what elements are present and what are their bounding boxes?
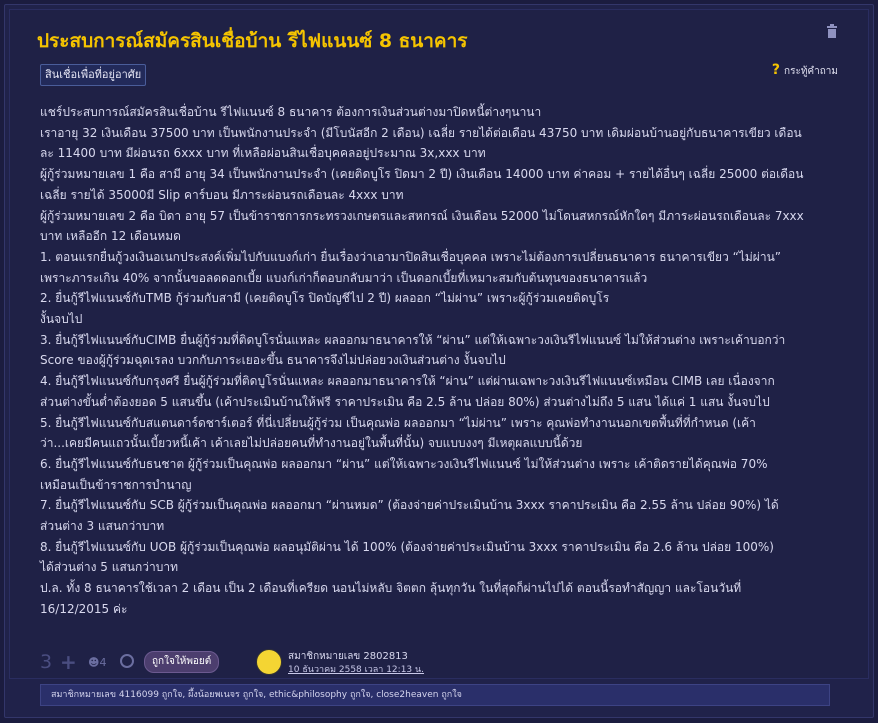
topic-body xyxy=(40,102,830,620)
body-line: ส่วนต่าง 3 แสนกว่าบาท xyxy=(40,519,165,534)
body-line: ผู้กู้ร่วมหมายเลข 2 คือ บิดา อายุ 57 เป็นข้าราชการกระทรวงเกษตรและสหกรณ์ เงินเดือน 52000 ไม่โดนสหกรณ์หักใดๆ มีภาระผ่อนรถเดือนละ 7xxx xyxy=(40,208,804,223)
question-topic-text: กระทู้คำถาม xyxy=(784,66,838,77)
topic-tag[interactable]: สินเชื่อเพื่อที่อยู่อาศัย xyxy=(40,64,146,86)
likers-bar: สมาชิกหมายเลข 4116099 ถูกใจ, ผึ้งน้อยพเนจร ถูกใจ, ethic&philosophy ถูกใจ, close2heaven ถูกใจ xyxy=(40,684,830,706)
body-line: 2. ยื่นกู้รีไฟแนนซ์กับTMB กู้ร่วมกับสามี (เคยติดบูโร ปิดบัญชีไป 2 ปี) ผลออก “ไม่ผ่าน” เพราะผู้กู้ร่วมเคยติดบูโร xyxy=(40,291,610,306)
body-line: Score ของผู้กู้ร่วมฉุดเรลง บวกกับภาระเยอะขึ้น ธนาคารจึงไม่ปล่อยวงเงินส่วนต่าง งั้นจบไป xyxy=(40,353,506,368)
body-line: 5. ยื่นกู้รีไฟแนนซ์กับสแตนดาร์ดชาร์เตอร์ ที่นี่เปลี่ยนผู้กู้ร่วม เป็นคุณพ่อ ผลออกมา “ไม่ผ่าน” เพราะ คุณพ่อทำงานนอกเขตพื้นที่ที่กำหนด (เค้า xyxy=(40,415,756,430)
body-line: เฉลี่ย รายได้ 35000มี Slip คาร์บอน มีภาระผ่อนรถเดือนละ 4xxx บาท xyxy=(40,187,404,202)
emotion-icon[interactable] xyxy=(120,654,134,668)
body-line: งั้นจบไป xyxy=(40,312,83,327)
emotion-count[interactable]: ☻4 xyxy=(88,656,107,669)
plus-vote-icon[interactable]: + xyxy=(60,650,77,674)
body-line: บาท เหลืออีก 12 เดือนหมด xyxy=(40,229,181,244)
member-name[interactable]: สมาชิกหมายเลข 2802813 xyxy=(288,651,408,662)
topic-title: ประสบการณ์สมัครสินเชื่อบ้าน รีไฟแนนซ์ 8 ธนาคาร xyxy=(37,30,468,52)
body-line: เหมือนเป็นข้าราชการบำนาญ xyxy=(40,477,192,492)
avatar[interactable] xyxy=(256,649,282,675)
body-line: 6. ยื่นกู้รีไฟแนนซ์กับธนชาต ผู้กู้ร่วมเป็นคุณพ่อ ผลออกมา “ผ่าน” แต่ให้เฉพาะวงเงินรีไฟแนนซ์ ไม่ให้ส่วนต่าง เพราะ เค้าติดรายได้คุณพ่อ 70% xyxy=(40,456,768,471)
body-line: 3. ยื่นกู้รีไฟแนนซ์กับCIMB ยื่นผู้กู้ร่วมที่ติดบูโรนั่นแหละ ผลออกมาธนาคารให้ “ผ่าน” แต่ให้เฉพาะวงเงินรีไฟแนนซ์ ไม่ให้ส่วนต่าง เพราะเค้าบอกว่า xyxy=(40,332,786,347)
emotion-count-value: 4 xyxy=(99,656,107,669)
topic-footer xyxy=(40,647,830,677)
body-line: ป.ล. ทั้ง 8 ธนาคารใช้เวลา 2 เดือน เป็น 2 เดือนที่เครียด นอนไม่หลับ จิตตก ลุ้นทุกวัน ในที่สุดก็ผ่านไปได้ ตอนนี้รอทำสัญญา และโอนวันที่ xyxy=(40,581,742,596)
body-line: 8. ยื่นกู้รีไฟแนนซ์กับ UOB ผู้กู้ร่วมเป็นคุณพ่อ ผลอนุมัติผ่าน ได้ 100% (ต้องจ่ายค่าประเมินบ้าน 3xxx ราคาประเมิน คือ 2.6 ล้าน ปล่อย 100%) xyxy=(40,539,774,554)
body-line: เราอายุ 32 เงินเดือน 37500 บาท เป็นพนักงานประจำ (มีโบนัสอีก 2 เดือน) เฉลี่ย รายได้ต่อเดือน 43750 บาท เดิมผ่อนบ้านอยู่กับธนาคารเขียว เดือน xyxy=(40,125,802,140)
question-icon: ? xyxy=(771,62,781,78)
post-date[interactable]: 10 ธันวาคม 2558 เวลา 12:13 น. xyxy=(288,665,425,675)
like-point-button[interactable]: ถูกใจให้พอยต์ xyxy=(144,651,219,673)
body-line: ได้ส่วนต่าง 5 แสนกว่าบาท xyxy=(40,560,179,575)
body-line: 1. ตอนแรกยื่นกู้วงเงินอเนกประสงค์เพิ่มไปกับแบงก์เก่า ยื่นเรื่องว่าเอามาปิดสินเชื่อบุคคล เพราะไม่ต้องการเปลี่ยนธนาคาร ธนาคารเขียว “ไม่ผ่าน” xyxy=(40,249,781,264)
body-line: ละ 11400 บาท มีผ่อนรถ 6xxx บาท ที่เหลือผ่อนสินเชื่อบุคคลอยู่ประมาณ 3x,xxx บาท xyxy=(40,146,486,161)
body-line: ผู้กู้ร่วมหมายเลข 1 คือ สามี อายุ 34 เป็นพนักงานประจำ (เคยติดบูโร ปิดมา 2 ปี) เงินเดือน 14000 บาท ค่าคอม + รายได้อื่นๆ เฉลี่ย 25000 ต่อเดือน xyxy=(40,167,804,182)
body-line: 4. ยื่นกู้รีไฟแนนซ์กับกรุงศรี ยื่นผู้กู้ร่วมที่ติดบูโรนั่นแหละ ผลออกมาธนาคารให้ “ผ่าน” แต่ผ่านเฉพาะวงเงินรีไฟแนนซ์เหมือน CIMB เลย เนื่องจาก xyxy=(40,374,775,389)
body-line: ส่วนต่างขั้นต่ำต้องยอด 5 แสนขึ้น (เค้าประเมินบ้านให้ฟรี ราคาประเมิน คือ 2.5 ล้าน ปล่อย 80%) ส่วนต่างไม่ถึง 5 แสน ได้แค่ 1 แสน งั้นจบไป xyxy=(40,394,770,409)
vote-count: 3 xyxy=(40,651,53,673)
body-line: 16/12/2015 ค่ะ xyxy=(40,601,128,616)
body-line: 7. ยื่นกู้รีไฟแนนซ์กับ SCB ผู้กู้ร่วมเป็นคุณพ่อ ผลออกมา “ผ่านหมด” (ต้องจ่ายค่าประเมินบ้าน 3xxx ราคาประเมิน คือ 2.55 ล้าน ปล่อย 90%) ได้ xyxy=(40,498,779,513)
body-line: เพราะภาระเกิน 40% จากนั้นขอลดดอกเบี้ย แบงก์เก่าก็ตอบกลับมาว่า เป็นดอกเบี้ยที่เหมาะสมกับต้นทุนของธนาคารแล้ว xyxy=(40,270,648,285)
trash-icon[interactable] xyxy=(826,24,838,38)
body-line: ว่า...เคยมีคนแถวนั้นเบี้ยวหนี้เค้า เค้าเลยไม่ปล่อยคนที่ทำงานอยู่ในพื้นที่นั้น) จบแบบงงๆ มีเหตุผลแบบนี้ด้วย xyxy=(40,436,583,451)
body-line: แชร์ประสบการณ์สมัครสินเชื่อบ้าน รีไฟแนนซ์ 8 ธนาคาร ต้องการเงินส่วนต่างมาปิดหนี้ต่างๆนานา xyxy=(40,105,542,119)
question-topic-label[interactable] xyxy=(772,62,838,79)
